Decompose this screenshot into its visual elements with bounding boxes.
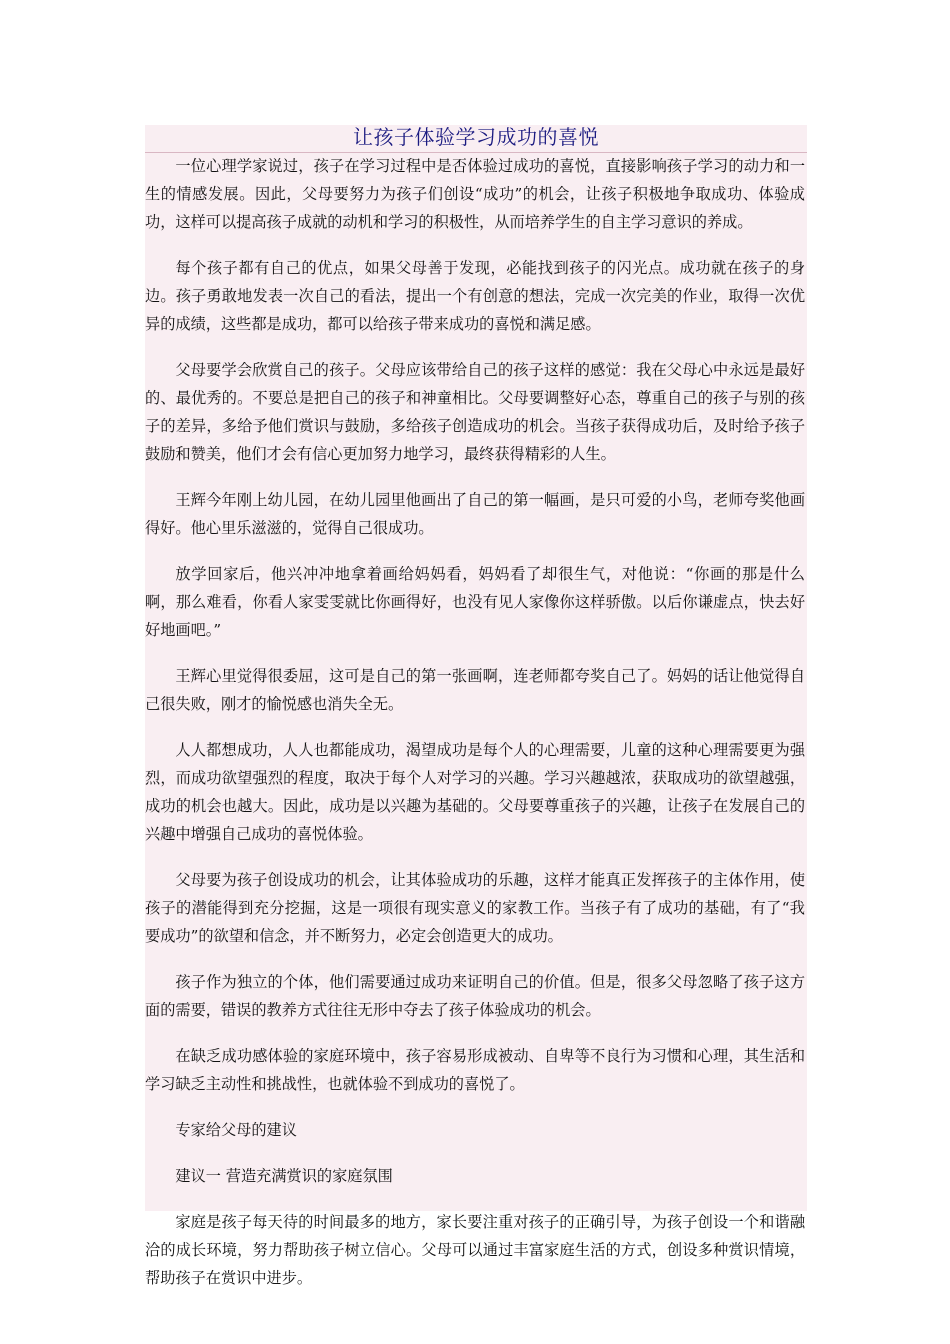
article-body xyxy=(145,152,807,1292)
paragraph-6: 王辉心里觉得很委屈，这可是自己的第一张画啊，连老师都夸奖自己了。妈妈的话让他觉得自己很失败，刚才的愉悦感也消失全无。 xyxy=(145,667,805,713)
subheading-advice-one: 建议一 营造充满赏识的家庭氛围 xyxy=(175,1167,393,1185)
paragraph-7: 人人都想成功，人人也都能成功，渴望成功是每个人的心理需要，儿童的这种心理需要更为强烈，而成功欲望强烈的程度，取决于每个人对学习的兴趣。学习兴趣越浓，获取成功的欲望越强，成功的机会也越大。因此，成功是以兴趣为基础的。父母要尊重孩子的兴趣，让孩子在发展自己的兴趣中增强自己成功的喜悦体验。 xyxy=(145,741,805,843)
paragraph-3: 父母要学会欣赏自己的孩子。父母应该带给自己的孩子这样的感觉：我在父母心中永远是最好的、最优秀的。不要总是把自己的孩子和神童相比。父母要调整好心态，尊重自己的孩子与别的孩子的差异，多给予他们赏识与鼓励，多给孩子创造成功的机会。当孩子获得成功后，及时给予孩子鼓励和赞美，他们才会有信心更加努力地学习，最终获得精彩的人生。 xyxy=(145,361,805,463)
article xyxy=(145,125,807,1287)
article-title: 让孩子体验学习成功的喜悦 xyxy=(145,125,807,153)
paragraph-10: 在缺乏成功感体验的家庭环境中，孩子容易形成被动、自卑等不良行为习惯和心理，其生活和学习缺乏主动性和挑战性，也就体验不到成功的喜悦了。 xyxy=(145,1047,805,1093)
paragraph-1: 一位心理学家说过，孩子在学习过程中是否体验过成功的喜悦，直接影响孩子学习的动力和一生的情感发展。因此，父母要努力为孩子们创设“成功”的机会，让孩子积极地争取成功、体验成功，这样可以提高孩子成就的动机和学习的积极性，从而培养学生的自主学习意识的养成。 xyxy=(145,157,805,231)
paragraph-8: 父母要为孩子创设成功的机会，让其体验成功的乐趣，这样才能真正发挥孩子的主体作用，使孩子的潜能得到充分挖掘，这是一项很有现实意义的家教工作。当孩子有了成功的基础，有了“我要成功”的欲望和信念，并不断努力，必定会创造更大的成功。 xyxy=(145,871,805,945)
paragraph-5: 放学回家后，他兴冲冲地拿着画给妈妈看，妈妈看了却很生气，对他说：“你画的那是什么啊，那么难看，你看人家雯雯就比你画得好，也没有见人家像你这样骄傲。以后你谦虚点，快去好好地画吧。” xyxy=(145,565,805,639)
section-heading-expert-advice: 专家给父母的建议 xyxy=(175,1121,297,1139)
paragraph-4: 王辉今年刚上幼儿园，在幼儿园里他画出了自己的第一幅画，是只可爱的小鸟，老师夸奖他画得好。他心里乐滋滋的，觉得自己很成功。 xyxy=(145,491,805,537)
paragraph-9: 孩子作为独立的个体，他们需要通过成功来证明自己的价值。但是，很多父母忽略了孩子这方面的需要，错误的教养方式往往无形中夺去了孩子体验成功的机会。 xyxy=(145,973,805,1019)
paragraph-2: 每个孩子都有自己的优点，如果父母善于发现，必能找到孩子的闪光点。成功就在孩子的身边。孩子勇敢地发表一次自己的看法，提出一个有创意的想法，完成一次完美的作业，取得一次优异的成绩，这些都是成功，都可以给孩子带来成功的喜悦和满足感。 xyxy=(145,259,805,333)
paragraph-13: 家庭是孩子每天待的时间最多的地方，家长要注重对孩子的正确引导，为孩子创设一个和谐融洽的成长环境，努力帮助孩子树立信心。父母可以通过丰富家庭生活的方式，创设多种赏识情境，帮助孩子在赏识中进步。 xyxy=(145,1213,805,1287)
